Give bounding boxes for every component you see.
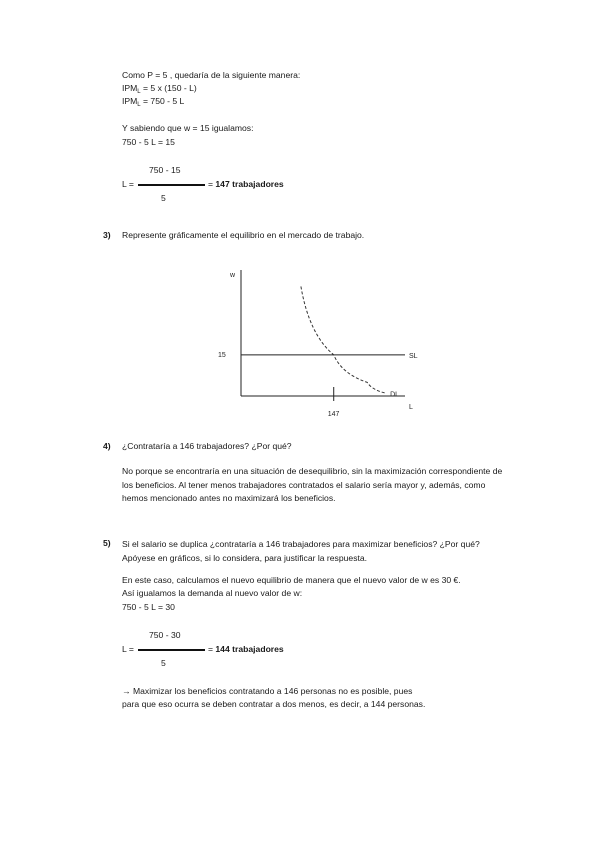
ipm-formula-2: $IPM_L = 750 - 5$ L [122,96,185,108]
question-5-answer-line-2: Así igualamos la demanda al nuevo valor de w: [122,588,303,598]
question-5-answer-line-1: En este caso, calculamos el nuevo equilibrio de manera que el nuevo valor de w es 30 €. [122,575,461,585]
intro-line-4: Y sabiendo que w = 15 igualamos: [122,123,254,133]
fraction1-denominator: 5 [161,193,166,203]
question-3-text: Represente gráficamente el equilibrio en el mercado de trabajo. [122,230,365,240]
fraction2-bar [138,649,205,651]
arrow-right-icon: → [122,686,131,696]
ipm-formula-1: $IPM_L = 5$ x (150 - L) [122,83,197,95]
fraction1-result: = 147 trabajadores [208,179,284,189]
x-tick-label: 147 [327,411,340,418]
series-DL [301,286,386,393]
question-4-text: ¿Contrataría a 146 trabajadores? ¿Por qué? [122,441,292,451]
series-label-DL: DL [390,391,400,399]
fraction2-result: = 144 trabajadores [208,644,284,654]
intro-line-1: Como P = 5 , quedaría de la siguiente manera: [122,70,301,80]
x-axis-label: L [409,404,413,411]
question-4-answer: No porque se encontraría en una situación de desequilibrio, sin la maximización correspondiente de los beneficios. Al tener menos trabajadores contratados el salario sería mayor y, además, como hemos mencionado antes no maximizará los beneficios. [122,466,503,503]
conclusion-line-2: para que eso ocurra se deben contratar a dos menos, es decir, a 144 personas. [122,699,426,709]
question-3-number: 3) [103,230,111,240]
fraction1-numerator: 750 - 15 [149,165,181,175]
intro-equation: 750 - 5 L = 15 [122,137,175,147]
fraction1-lhs: L = [122,179,134,189]
y-tick-label: 15 [218,351,226,359]
question-4-number: 4) [103,441,111,451]
question-5-number: 5) [103,538,111,548]
conclusion-line-1: → Maximizar los beneficios contratando a 146 personas no es posible, pues [122,686,413,696]
fraction2-lhs: L = [122,644,134,654]
fraction2-numerator: 750 - 30 [149,630,181,640]
fraction2-denominator: 5 [161,658,166,668]
question-5-equation: 750 - 5 L = 30 [122,602,175,612]
series-label-SL: SL [409,352,418,360]
fraction1-bar [138,184,205,186]
labor-market-chart [210,262,440,427]
question-5-text: Si el salario se duplica ¿contrataría a 146 trabajadores para maximizar beneficios? ¿Por qué? Apóyese en gráficos, si lo considera, para justificar la respuesta. [122,539,480,563]
y-axis-label: w [230,272,236,279]
